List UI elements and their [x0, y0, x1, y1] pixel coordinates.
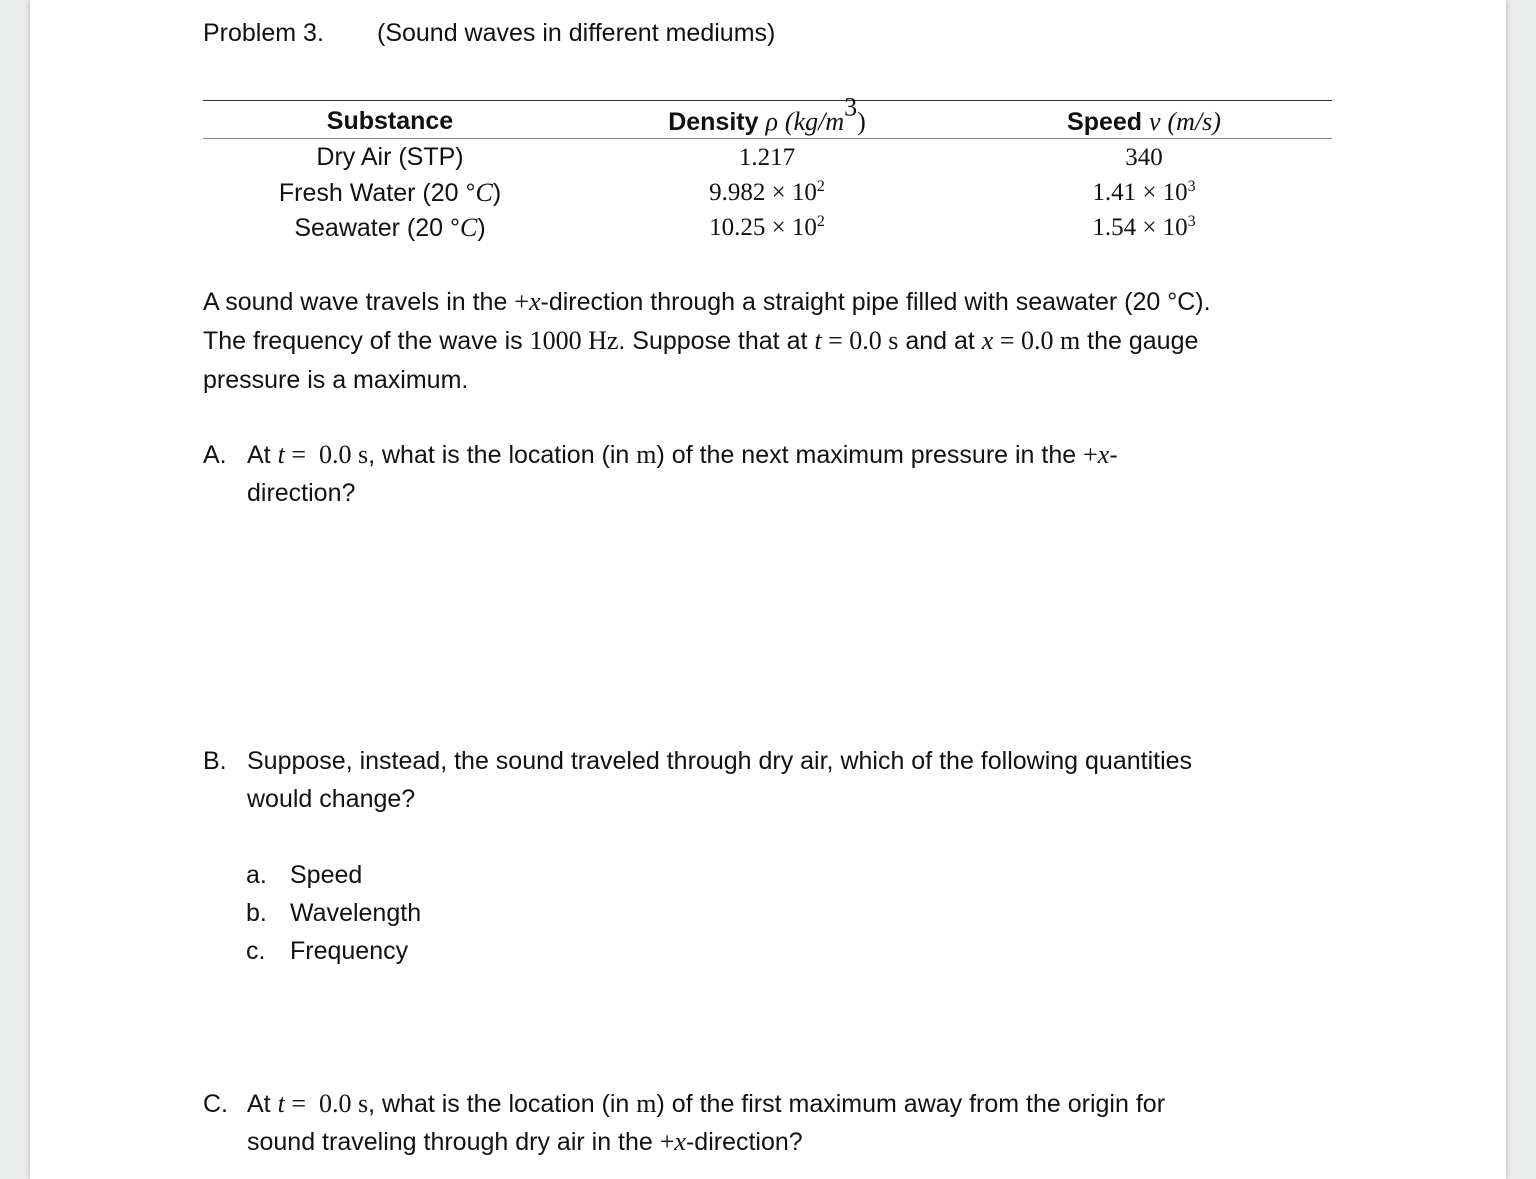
- substance-text: Fresh Water (20 °: [278, 179, 476, 207]
- question-b-label: B.: [203, 747, 227, 775]
- header-speed-symbol: v: [1149, 107, 1161, 136]
- question-b-line-1: Suppose, instead, the sound traveled through dry air, which of the following quantities: [247, 747, 1193, 775]
- question-a-label: A.: [203, 441, 227, 469]
- substance-unit: C: [475, 178, 493, 207]
- question-text: -direction?: [685, 1128, 803, 1156]
- intro-text: . Suppose that at: [618, 327, 815, 355]
- density-mantissa: 10.25 × 10: [709, 214, 817, 241]
- var-x: x: [674, 1127, 686, 1156]
- frequency-value: 1000 Hz: [529, 326, 619, 355]
- position-value: = 0.0 m: [993, 326, 1081, 355]
- question-text: At: [247, 1090, 278, 1118]
- intro-line-1: [203, 283, 1211, 321]
- substance-text: Seawater (20 °: [294, 214, 460, 242]
- table-row-speed: [957, 210, 1331, 245]
- intro-text: -direction through a straight pipe filled with seawater (20 °C).: [540, 288, 1211, 316]
- header-density-symbol: ρ: [765, 107, 778, 136]
- table-row-substance: [203, 175, 577, 211]
- table-row-substance: Dry Air (STP): [316, 143, 464, 171]
- table-row-speed: 340: [1125, 144, 1163, 171]
- speed-mantissa: 1.41 × 10: [1092, 179, 1188, 206]
- option-c-label: c.: [246, 937, 266, 965]
- table-row-density: [578, 175, 956, 210]
- plus-sign: +: [659, 1127, 675, 1156]
- question-text: ) of the first maximum away from the origin for: [656, 1090, 1166, 1118]
- header-speed: [957, 104, 1331, 140]
- table-row-density: 1.217: [738, 144, 796, 171]
- intro-text: and at: [898, 327, 982, 355]
- substance-close: ): [492, 179, 502, 207]
- question-text: , what is the location (in: [368, 441, 637, 469]
- speed-mantissa: 1.54 × 10: [1092, 214, 1188, 241]
- time-value: = 0.0 s: [821, 326, 899, 355]
- var-t: t: [277, 1089, 285, 1118]
- option-a-label: a.: [246, 861, 267, 889]
- density-mantissa: 9.982 × 10: [709, 179, 817, 206]
- question-text: ) of the next maximum pressure in the: [656, 441, 1084, 469]
- question-b-line-2: would change?: [247, 785, 416, 813]
- intro-text: the gauge: [1080, 327, 1199, 355]
- table-row-substance: [203, 210, 577, 246]
- substance-close: ): [477, 214, 486, 242]
- header-density: Density ρ $(kg/m^3)$: [668, 92, 866, 136]
- question-text: At: [247, 441, 278, 469]
- question-c-label: C.: [203, 1090, 228, 1118]
- header-density-unit-exp: 3: [844, 92, 858, 122]
- plus-sign: +: [514, 287, 529, 316]
- question-a-line-2: direction?: [247, 479, 356, 507]
- table-row-density: [578, 210, 956, 245]
- var-x: x: [981, 326, 994, 355]
- var-x: x: [528, 287, 541, 316]
- time-value: = 0.0 s: [284, 440, 369, 469]
- time-value: = 0.0 s: [284, 1089, 369, 1118]
- question-text: sound traveling through dry air in the: [247, 1128, 660, 1156]
- intro-text: The frequency of the wave is: [203, 327, 530, 355]
- document-page: [30, 0, 1506, 1179]
- intro-line-2: [203, 322, 1198, 360]
- var-t: t: [277, 440, 285, 469]
- option-a-text: Speed: [290, 861, 363, 889]
- unit-m: m: [636, 1089, 657, 1118]
- intro-line-3: pressure is a maximum.: [203, 366, 469, 394]
- density-exponent: 2: [816, 178, 825, 196]
- substance-unit: C: [459, 213, 478, 242]
- question-text: , what is the location (in: [368, 1090, 637, 1118]
- header-substance: Substance: [326, 107, 454, 135]
- plus-sign: +: [1083, 440, 1098, 469]
- option-c-text: Frequency: [290, 937, 409, 965]
- table-row-speed: [957, 175, 1331, 210]
- header-density-unit: (kg/m: [784, 107, 845, 136]
- header-speed-label: Speed: [1067, 108, 1143, 136]
- var-x: x: [1097, 440, 1110, 469]
- table-top-rule: [203, 100, 1332, 101]
- problem-subtitle: (Sound waves in different mediums): [377, 19, 776, 47]
- density-exponent: 2: [816, 213, 825, 231]
- question-text: -: [1109, 441, 1118, 469]
- speed-exponent: 3: [1187, 178, 1196, 196]
- var-t: t: [814, 326, 822, 355]
- header-speed-unit: (m/s): [1167, 107, 1221, 136]
- intro-text: A sound wave travels in the: [203, 288, 515, 316]
- header-density-label: Density: [668, 108, 759, 136]
- speed-exponent: 3: [1187, 213, 1196, 231]
- problem-number: Problem 3.: [203, 19, 324, 47]
- option-b-text: Wavelength: [290, 899, 422, 927]
- question-c-line-1: [247, 1085, 1165, 1123]
- question-a-line-1: [247, 436, 1118, 474]
- question-c-line-2: [247, 1123, 803, 1161]
- unit-m: m: [636, 440, 657, 469]
- option-b-label: b.: [246, 899, 267, 927]
